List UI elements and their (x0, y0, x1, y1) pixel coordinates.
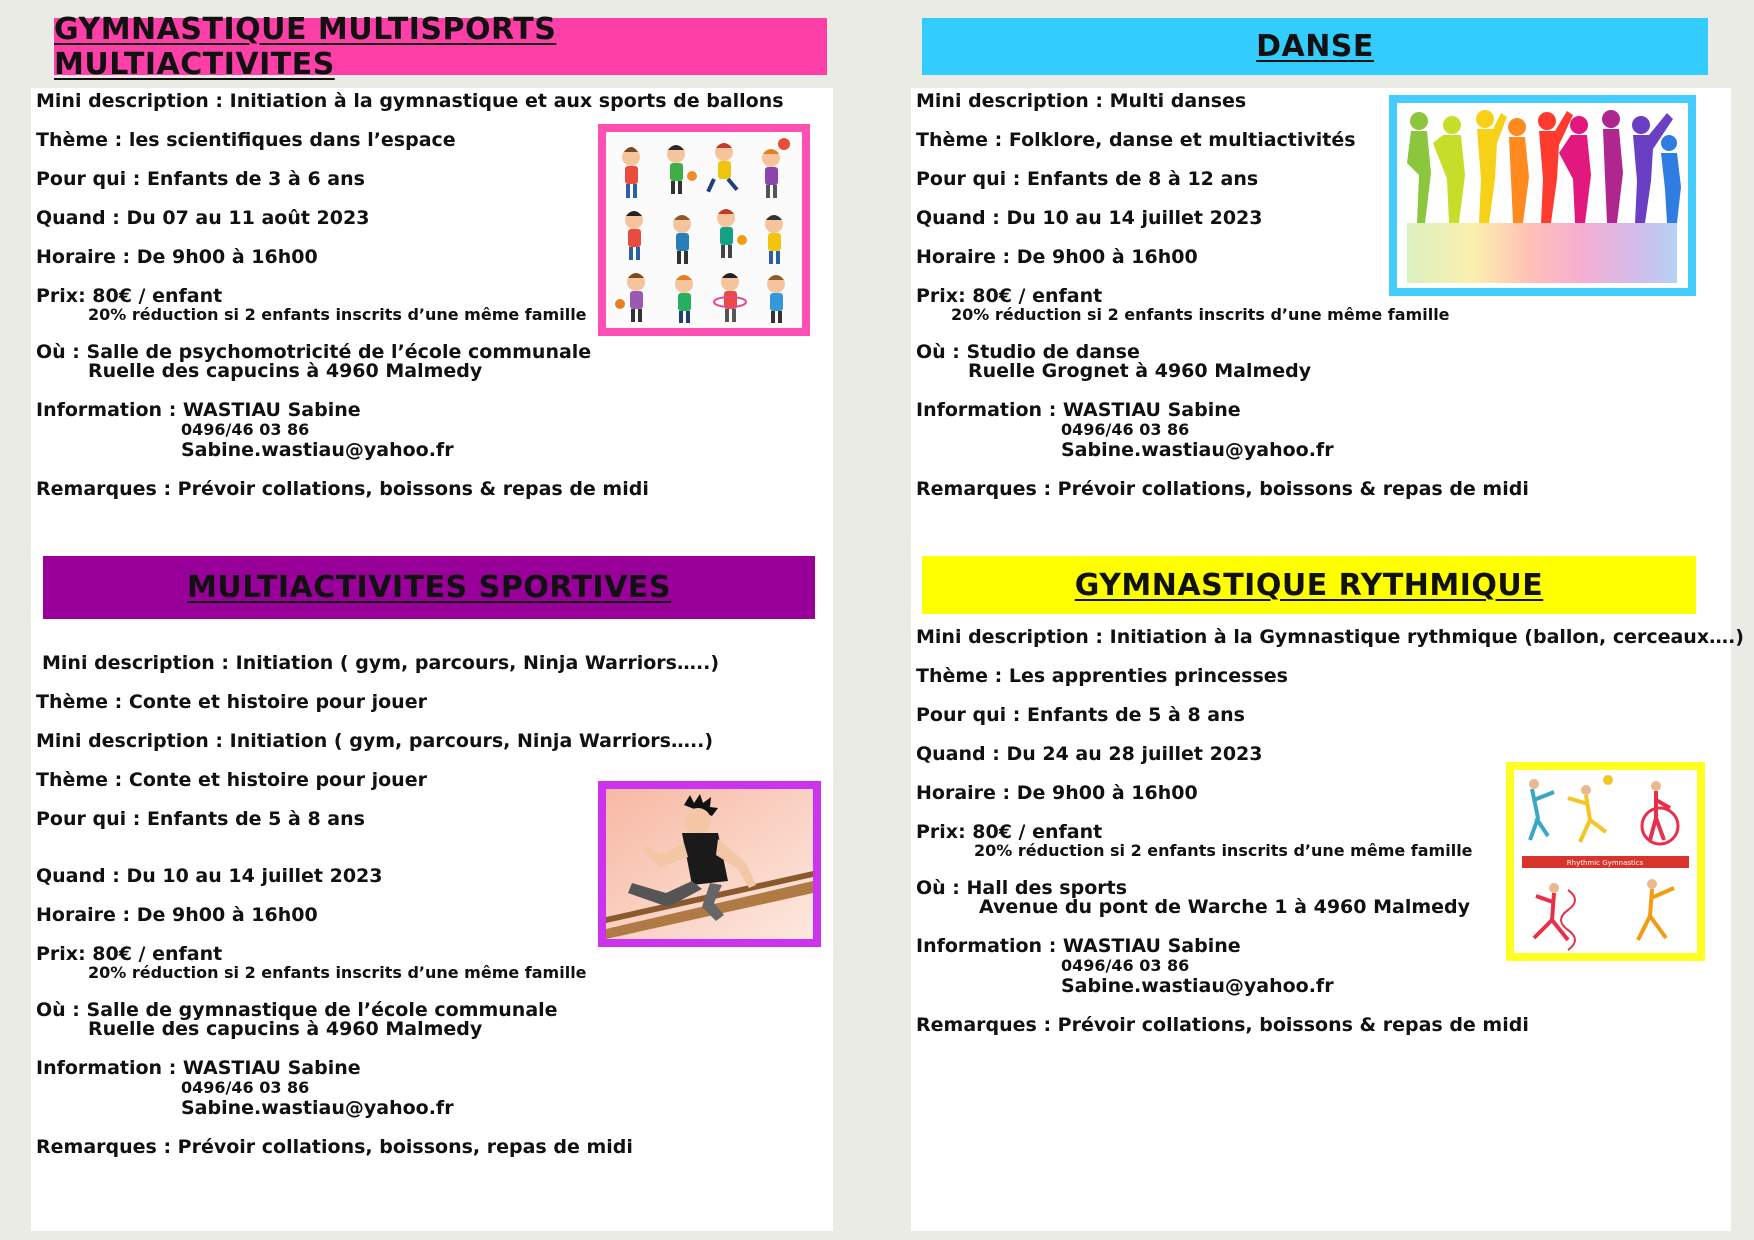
multi-description-2: Mini description : Initiation ( gym, parcours, Ninja Warriors…..) (36, 730, 714, 752)
gym-ou: Où : Salle de psychomotricité de l’école communale (36, 341, 592, 363)
multi-theme: Thème : Conte et histoire pour jouer (36, 691, 427, 713)
danse-email: Sabine.wastiau@yahoo.fr (1061, 439, 1334, 461)
danse-pour-qui: Pour qui : Enfants de 8 à 12 ans (916, 168, 1259, 190)
rythmique-information: Information : WASTIAU Sabine (916, 935, 1241, 957)
rythmique-ou-adresse: Avenue du pont de Warche 1 à 4960 Malmedy (979, 896, 1471, 918)
kids-sports-illustration-icon (598, 124, 810, 336)
multi-ou-adresse: Ruelle des capucins à 4960 Malmedy (88, 1018, 483, 1040)
multi-pour-qui: Pour qui : Enfants de 5 à 8 ans (36, 808, 365, 830)
danse-quand: Quand : Du 10 au 14 juillet 2023 (916, 207, 1263, 229)
danse-remarques: Remarques : Prévoir collations, boissons & repas de midi (916, 478, 1529, 500)
rythmique-theme: Thème : Les apprenties princesses (916, 665, 1288, 687)
gym-reduction: 20% réduction si 2 enfants inscrits d’une même famille (88, 305, 587, 324)
multi-theme-2: Thème : Conte et histoire pour jouer (36, 769, 427, 791)
rythmique-quand: Quand : Du 24 au 28 juillet 2023 (916, 743, 1263, 765)
gym-quand: Quand : Du 07 au 11 août 2023 (36, 207, 370, 229)
danse-ou: Où : Studio de danse (916, 341, 1140, 363)
gym-description: Mini description : Initiation à la gymnastique et aux sports de ballons (36, 90, 784, 112)
multi-description: Mini description : Initiation ( gym, parcours, Ninja Warriors…..) (42, 652, 720, 674)
multi-quand: Quand : Du 10 au 14 juillet 2023 (36, 865, 383, 887)
gym-pour-qui: Pour qui : Enfants de 3 à 6 ans (36, 168, 365, 190)
gym-telephone: 0496/46 03 86 (181, 420, 310, 439)
rythmique-ou: Où : Hall des sports (916, 877, 1128, 899)
multi-horaire: Horaire : De 9h00 à 16h00 (36, 904, 318, 926)
multi-telephone: 0496/46 03 86 (181, 1078, 310, 1097)
danse-telephone: 0496/46 03 86 (1061, 420, 1190, 439)
danse-horaire: Horaire : De 9h00 à 16h00 (916, 246, 1198, 268)
danse-theme: Thème : Folklore, danse et multiactivités (916, 129, 1356, 151)
gym-banner: GYMNASTIQUE MULTISPORTS MULTIACTIVITES (54, 18, 827, 75)
gym-information: Information : WASTIAU Sabine (36, 399, 361, 421)
multi-remarques: Remarques : Prévoir collations, boissons, repas de midi (36, 1136, 633, 1158)
gym-prix: Prix: 80€ / enfant (36, 285, 223, 307)
multi-ou: Où : Salle de gymnastique de l’école communale (36, 999, 558, 1021)
rythmique-pour-qui: Pour qui : Enfants de 5 à 8 ans (916, 704, 1245, 726)
multi-email: Sabine.wastiau@yahoo.fr (181, 1097, 454, 1119)
danse-information: Information : WASTIAU Sabine (916, 399, 1241, 421)
multi-reduction: 20% réduction si 2 enfants inscrits d’une même famille (88, 963, 587, 982)
danse-description: Mini description : Multi danses (916, 90, 1247, 112)
rythmique-email: Sabine.wastiau@yahoo.fr (1061, 975, 1334, 997)
gym-remarques: Remarques : Prévoir collations, boissons & repas de midi (36, 478, 649, 500)
rythmique-description: Mini description : Initiation à la Gymnastique rythmique (ballon, cerceaux….) (916, 626, 1744, 648)
rythmique-banner: GYMNASTIQUE RYTHMIQUE (922, 556, 1696, 614)
parkour-jumper-illustration-icon (598, 781, 821, 947)
multi-banner: MULTIACTIVITES SPORTIVES (43, 556, 815, 619)
gym-theme: Thème : les scientifiques dans l’espace (36, 129, 456, 151)
danse-prix: Prix: 80€ / enfant (916, 285, 1103, 307)
danse-reduction: 20% réduction si 2 enfants inscrits d’une même famille (951, 305, 1450, 324)
rythmique-horaire: Horaire : De 9h00 à 16h00 (916, 782, 1198, 804)
rythmique-image-caption: Rhythmic Gymnastics (1566, 859, 1644, 867)
rythmique-telephone: 0496/46 03 86 (1061, 956, 1190, 975)
colorful-dancers-illustration-icon (1389, 95, 1696, 296)
gym-ou-adresse: Ruelle des capucins à 4960 Malmedy (88, 360, 483, 382)
gym-email: Sabine.wastiau@yahoo.fr (181, 439, 454, 461)
gym-horaire: Horaire : De 9h00 à 16h00 (36, 246, 318, 268)
multi-prix: Prix: 80€ / enfant (36, 943, 223, 965)
rythmique-reduction: 20% réduction si 2 enfants inscrits d’une même famille (974, 841, 1473, 860)
danse-ou-adresse: Ruelle Grognet à 4960 Malmedy (968, 360, 1312, 382)
rythmique-remarques: Remarques : Prévoir collations, boissons & repas de midi (916, 1014, 1529, 1036)
danse-banner: DANSE (922, 18, 1708, 75)
rythmique-prix: Prix: 80€ / enfant (916, 821, 1103, 843)
rhythmic-gymnasts-illustration-icon (1506, 762, 1705, 961)
multi-information: Information : WASTIAU Sabine (36, 1057, 361, 1079)
